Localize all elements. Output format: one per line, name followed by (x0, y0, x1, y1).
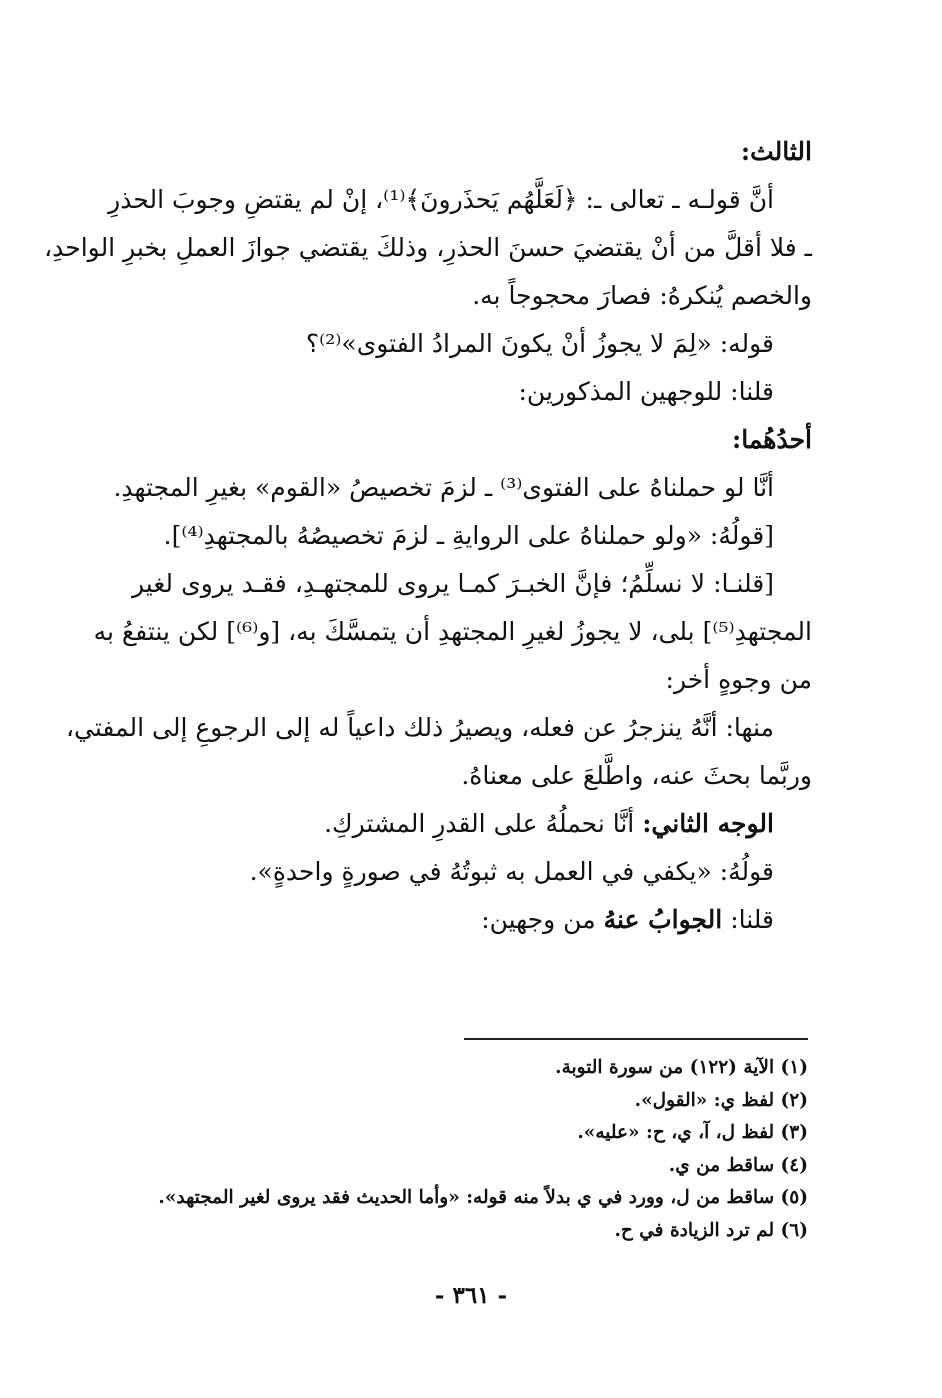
text-line: قلنا: للوجهين المذكورين: (518, 377, 774, 406)
answer-label: الجوابُ عنهُ (603, 905, 723, 934)
footnote: (١) الآية (١٢٢) من سورة التوبة. (555, 1057, 808, 1078)
footnote: (٣) لفظ ل، آ، ي، ح: «عليه». (577, 1122, 808, 1143)
text-line: قولُهُ: «يكفي في العمل به ثبوتُهُ في صورةٍ واحدةٍ». (249, 857, 774, 886)
footnote-separator (464, 1038, 808, 1040)
text-line: [قلنـا: لا نسلِّمُ؛ فإنَّ الخبـرَ كمـا يروى للمجتهـدِ، فقـد يروى لغير (132, 569, 775, 598)
text-span: قلنا: (730, 905, 774, 934)
footnote: (٥) ساقط من ل، وورد في ي بدلاً منه قوله: «وأما الحديث فقد يروى لغير المجتهد». (158, 1187, 808, 1208)
text-line: ـ فلا أقلَّ من أنْ يقتضيَ حسنَ الحذرِ، وذلكَ يقتضي جوازَ العملِ بخبرِ الواحدِ، (44, 233, 812, 262)
text-line: وربَّما بحثَ عنه، واطَّلعَ على معناهُ. (461, 761, 812, 790)
heading-first-of-two: أحدُهُما: (731, 425, 812, 454)
second-aspect-label: الوجه الثاني: (642, 809, 774, 838)
text-span: أنَّا نحملُهُ على القدرِ المشتركِ. (324, 809, 635, 838)
footnotes (128, 1052, 808, 1247)
text-line: قوله: «لِمَ لا يجوزُ أنْ يكونَ المرادُ الفتوى»⁽²⁾؟ (305, 329, 774, 358)
heading-third: الثالث: (740, 137, 812, 166)
page-number: - ٣٦١ - (434, 1282, 508, 1309)
text-line: والخصم يُنكرهُ: فصارَ محجوجاً به. (472, 281, 812, 310)
text-line: منها: أنَّهُ ينزجرُ عن فعله، ويصيرُ ذلك داعياً له إلى الرجوعِ إلى المفتي، (65, 713, 774, 742)
footnote: (٦) لم ترد الزيادة في ح. (614, 1219, 808, 1241)
main-text (44, 128, 812, 944)
footnote: (٢) لفظ ي: «القول». (634, 1089, 808, 1111)
text-line (132, 896, 812, 944)
text-line: المجتهدِ⁽⁵⁾] بلى، لا يجوزُ لغيرِ المجتهدِ أن يتمسَّكَ به، [و⁽⁶⁾] لكن ينتفعُ به (93, 617, 812, 646)
text-line: [قولُهُ: «ولو حملناهُ على الروايةِ ـ لزمَ تخصيصُهُ بالمجتهدِ⁽⁴⁾]. (163, 521, 774, 550)
text-line (132, 800, 812, 848)
text-line: أنَّ قولـه ـ تعالى ـ: ﴿لَعَلَّهُم يَحذَرونَ﴾⁽¹⁾، إنْ لم يقتضِ وجوبَ الحذرِ (108, 185, 774, 214)
text-line: أنَّا لو حملناهُ على الفتوى⁽³⁾ ـ لزمَ تخصيصُ «القوم» بغيرِ المجتهدِ. (113, 473, 774, 502)
text-span: من وجهين: (481, 905, 596, 934)
footnote: (٤) ساقط من ي. (668, 1154, 808, 1176)
text-line: من وجوهٍ أخر: (665, 665, 812, 694)
